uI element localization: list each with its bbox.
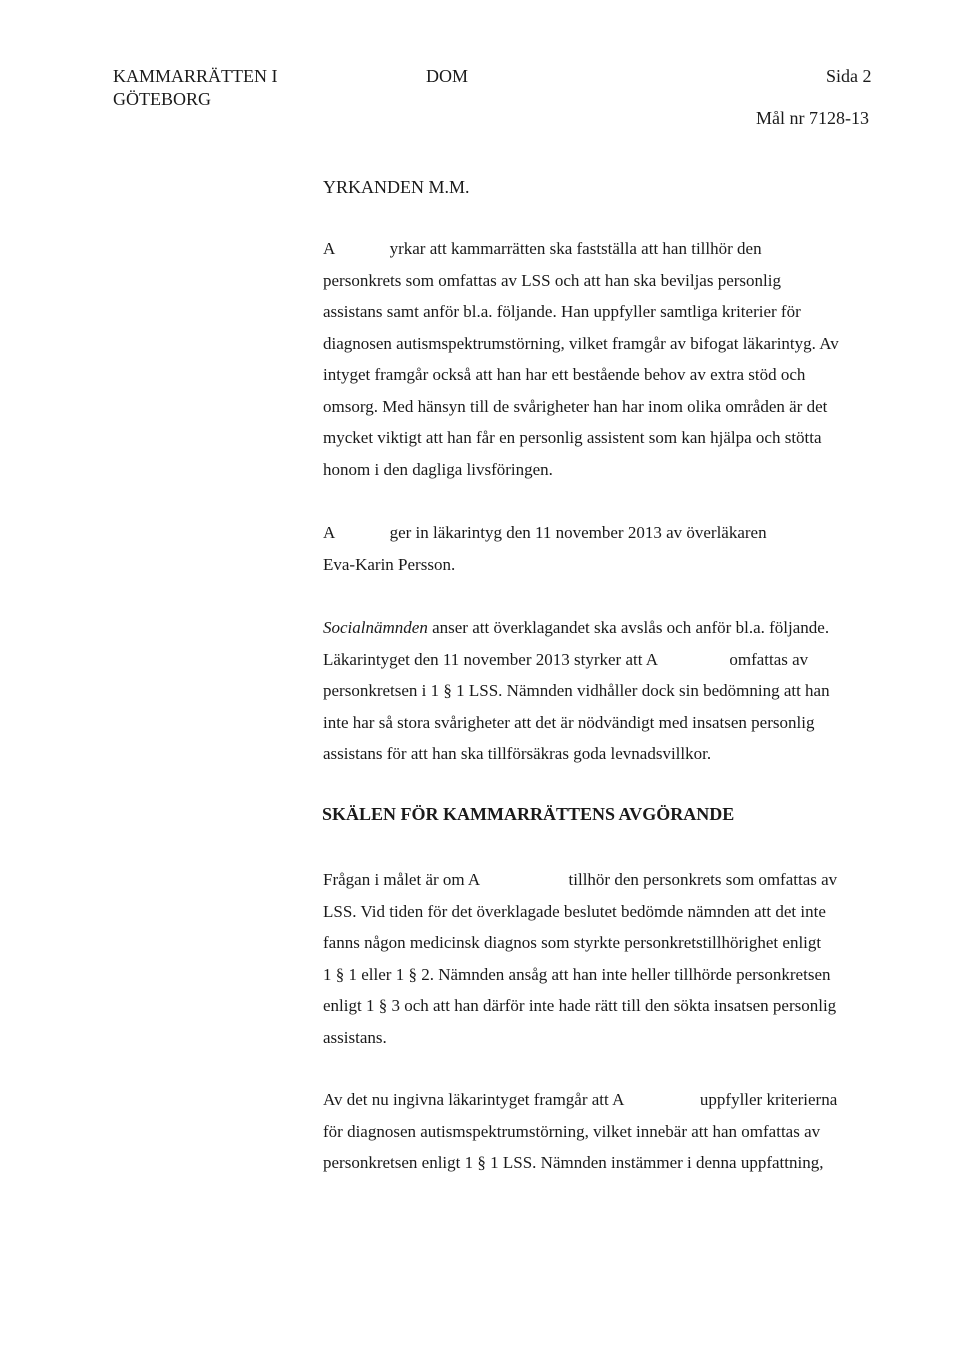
text-line: Frågan i målet är om A tillhör den personkrets som omfattas av — [323, 870, 838, 889]
party-name: Socialnämnden — [323, 618, 428, 637]
text-line: Av det nu ingivna läkarintyget framgår att A uppfyller kriterierna — [323, 1090, 838, 1109]
paragraph-fragan — [323, 864, 868, 1053]
text-line: assistans för att han ska tillförsäkras goda levnadsvillkor. — [323, 744, 712, 763]
text-line: LSS. Vid tiden för det överklagade beslutet bedömde nämnden att det inte — [323, 901, 826, 921]
paragraph-lakarintyg — [323, 517, 868, 580]
text-line: Eva-Karin Persson. — [323, 554, 456, 574]
paragraph-lakarintyget — [323, 1084, 868, 1179]
text-line: enligt 1 § 3 och att han därför inte hade rätt till den sökta insatsen personlig — [323, 996, 837, 1015]
text-line: assistans samt anför bl.a. följande. Han uppfyller samtliga kriterier för — [323, 302, 801, 321]
text-line: personkretsen enligt 1 § 1 LSS. Nämnden instämmer i denna uppfattning, — [323, 1153, 824, 1172]
text-line: personkretsen i 1 § 1 LSS. Nämnden vidhåller dock sin bedömning att han — [323, 681, 830, 700]
text-line: intyget framgår också att han har ett bestående behov av extra stöd och — [323, 365, 806, 384]
text-line: omsorg. Med hänsyn till de svårigheter han har inom olika områden är det — [323, 396, 828, 416]
paragraph-socialnamnden — [323, 612, 868, 770]
text-line: mycket viktigt att han får en personlig assistent som kan hjälpa och stötta — [323, 428, 822, 447]
case-number: Mål nr 7128-13 — [756, 108, 869, 128]
text-line: A yrkar att kammarrätten ska fastställa att han tillhör den — [323, 239, 762, 258]
text-line — [323, 612, 868, 644]
page-number: Sida 2 — [826, 66, 872, 86]
document-type: DOM — [426, 66, 469, 86]
text-line: A ger in läkarintyg den 11 november 2013 av överläkaren — [323, 523, 767, 542]
text-line: assistans. — [323, 1027, 387, 1047]
text-line: fanns någon medicinsk diagnos som styrkte personkretstillhörighet enligt — [323, 933, 822, 952]
court-name-line1: KAMMARRÄTTEN I — [113, 66, 278, 86]
text-line: personkrets som omfattas av LSS och att han ska beviljas personlig — [323, 270, 781, 290]
text-line: för diagnosen autismspektrumstörning, vilket innebär att han omfattas av — [323, 1121, 821, 1141]
text-fragment: anser att överklagandet ska avslås och anför bl.a. följande. — [427, 618, 830, 637]
text-line: honom i den dagliga livsföringen. — [323, 459, 553, 479]
paragraph-yrkande — [323, 233, 868, 485]
court-name-line2: GÖTEBORG — [113, 89, 211, 109]
text-line: diagnosen autismspektrumstörning, vilket framgår av bifogat läkarintyg. Av — [323, 333, 839, 353]
text-line: 1 § 1 eller 1 § 2. Nämnden ansåg att han inte heller tillhörde personkretsen — [323, 964, 831, 984]
court-name — [113, 65, 313, 111]
section-heading-skalen: SKÄLEN FÖR KAMMARRÄTTENS AVGÖRANDE — [322, 804, 735, 824]
text-line: Läkarintyget den 11 november 2013 styrker att A omfattas av — [323, 649, 809, 669]
section-heading-yrkanden: YRKANDEN M.M. — [323, 177, 470, 197]
text-line: inte har så stora svårigheter att det är nödvändigt med insatsen personlig — [323, 712, 815, 732]
